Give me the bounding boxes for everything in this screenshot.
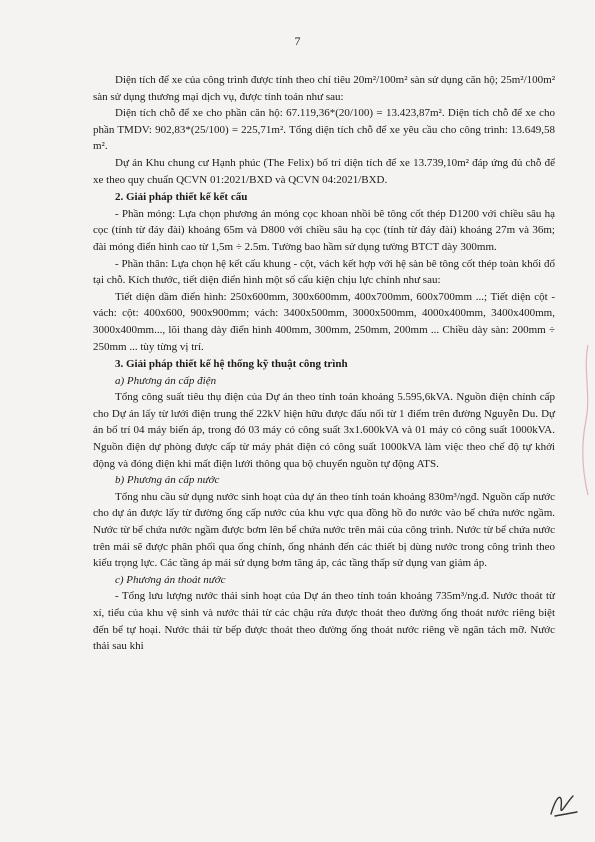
paragraph: Tổng nhu cầu sử dụng nước sinh hoạt của dự án theo tính toán khoảng 830m³/ngđ. Nguồn cấp nước cho dự án được lấy từ đường ống cấp nước của khu vực qua đồng hồ đo nước vào bể chứa nước ngầm. Nước từ bể chứa nước ngầm được bơm lên bể chứa nước trên mái của công trình. Nước từ bể chứa nước trên mái sẽ được phân phối qua ống chính, ống nhánh đến các thiết bị dùng nước trong công trình theo kiểu trọng lực. Các tầng áp mái sử dụng bơm tăng áp, các tầng thấp sử dụng van giảm áp. [93, 490, 555, 570]
section-heading: 2. Giải pháp thiết kế kết cấu [115, 191, 248, 204]
page-number: 7 [294, 34, 301, 48]
paragraph: Tổng công suất tiêu thụ điện của Dự án theo tính toán khoảng 5.595,6kVA. Nguồn điện chính cấp cho Dự án lấy từ lưới điện trung thế 22kV hiện hữu được đấu nối từ 1 điểm trên đường Nguyễn Du. Dự án bố trí 04 máy biến áp, trong đó 03 máy có công suất 3x1.600kVA và 01 máy có công suất 1000kVA. Nguồn điện dự phòng được cấp từ máy phát điện có công suất 1000kVA làm việc theo chế độ tự khởi động và đóng điện khi mất điện lưới thông qua bộ chuyển nguồn tự động ATS. [93, 391, 555, 470]
paragraph: Dự án Khu chung cư Hạnh phúc (The Felix) bố trí diện tích để xe 13.739,10m² đáp ứng đủ chỗ để xe theo quy chuẩn QCVN 01:2021/BXD và QCVN 04:2021/BXD. [93, 156, 555, 186]
subsection-heading: b) Phương án cấp nước [115, 474, 220, 487]
paragraph: Tiết diện dầm điển hình: 250x600mm, 300x600mm, 400x700mm, 600x700mm ...; Tiết diện cột - vách: cột: 400x600, 900x900mm; vách: 3400x500mm, 3000x500mm, 4000x400mm, 3400x400mm, 3000x400mm..., lõi thang dày điển hình 400mm, 300mm, 250mm, 200mm ... Chiều dày sàn: 200mm ÷ 250mm ... tùy từng vị trí. [93, 290, 555, 353]
paragraph: - Tổng lưu lượng nước thải sinh hoạt của Dự án theo tính toán khoảng 735m³/ng.đ. Nước thoát từ xí, tiểu của khu vệ sinh và nước thải từ các chậu rửa được thoát theo đường ống thoát nước riêng biệt đến bể tự hoại. Nước thải từ bếp được thoát theo đường ống thoát nước riêng về ngăn tách mỡ. Nước thải sau khi [93, 590, 555, 653]
page-body [93, 72, 555, 655]
paragraph: - Phần thân: Lựa chọn hệ kết cấu khung - cột, vách kết hợp với hệ sàn bê tông cốt thép toàn khối đổ tại chỗ. Kích thước, tiết diện điển hình một số cấu kiện chịu lực chính như sau: [93, 257, 555, 287]
paragraph: Diện tích chỗ để xe cho phần căn hộ: 67.119,36*(20/100) = 13.423,87m². Diện tích chỗ để xe cho phần TMDV: 902,83*(25/100) = 225,71m². Tổng diện tích chỗ để xe yêu cầu cho công trình: 13.649,58 m². [93, 107, 555, 153]
subsection-heading: c) Phương án thoát nước [115, 573, 226, 586]
subsection-heading: a) Phương án cấp điện [115, 374, 217, 387]
signature-mark [543, 784, 583, 824]
section-heading: 3. Giải pháp thiết kế hệ thống kỹ thuật công trình [115, 358, 348, 371]
stamp-edge-mark [579, 340, 593, 500]
paragraph: Diện tích để xe của công trình được tính theo chỉ tiêu 20m²/100m² sàn sử dụng căn hộ; 25m²/100m² sàn sử dụng thương mại dịch vụ, được tính toán như sau: [93, 74, 555, 103]
paragraph: - Phần móng: Lựa chọn phương án móng cọc khoan nhồi bê tông cốt thép D1200 với chiều sâu hạ cọc (tính từ đáy đài) khoảng 65m và D800 với chiều sâu hạ cọc (tính từ đáy đài) khoảng 27m và 36m; đài móng điển hình cao từ 1,5m ÷ 2.5m. Tường bao hầm sử dụng tường BTCT dày 300mm. [93, 207, 555, 253]
